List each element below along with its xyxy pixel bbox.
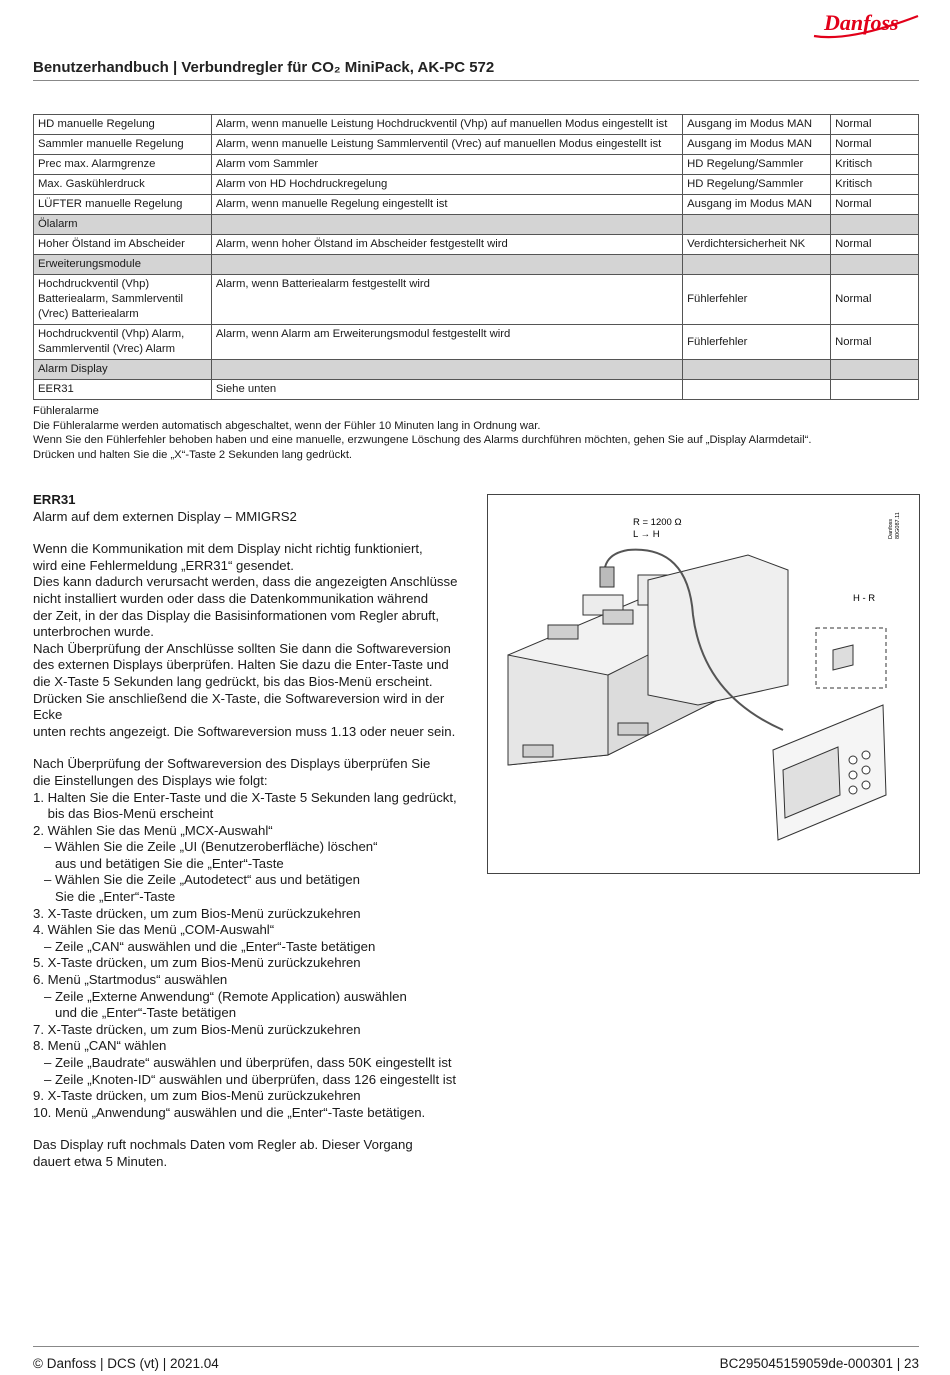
step-item: – Zeile „Baudrate“ auswählen und überprüfen, dass 50K eingestellt ist (33, 1055, 452, 1070)
table-cell: Prec max. Alarmgrenze (34, 155, 212, 175)
table-cell: Alarm, wenn hoher Ölstand im Abscheider festgestellt wird (211, 235, 682, 255)
step-item: 3. X-Taste drücken, um zum Bios-Menü zurückzukehren (33, 905, 361, 921)
wiring-figure (487, 494, 920, 874)
table-cell: Max. Gaskühlerdruck (34, 175, 212, 195)
table-cell: Normal (831, 135, 919, 155)
table-cell: Erweiterungsmodule (34, 255, 212, 275)
table-cell: Alarm, wenn Batteriealarm festgestellt wird (211, 275, 682, 325)
description-line: Drücken Sie anschließend die X-Taste, die Softwareversion wird in der Ecke (33, 690, 445, 723)
description-line: unterbrochen wurde. (33, 624, 154, 640)
step-item: und die „Enter“-Taste betätigen (33, 1005, 237, 1021)
table-cell: Fühlerfehler (683, 325, 831, 360)
err31-subtitle: Alarm auf dem externen Display – MMIGRS2 (33, 508, 297, 524)
table-cell: Ausgang im Modus MAN (683, 115, 831, 135)
table-cell: Hochdruckventil (Vhp) Alarm, Sammlerventil (Vrec) Alarm (34, 325, 212, 360)
step-item: 7. X-Taste drücken, um zum Bios-Menü zurückzukehren (33, 1021, 361, 1037)
table-cell: HD Regelung/Sammler (683, 155, 831, 175)
description-line: nicht installiert wurden oder dass die Datenkommunikation während (33, 590, 429, 606)
alarm-table (33, 114, 919, 400)
step-item: 10. Menü „Anwendung“ auswählen und die „Enter“-Taste betätigen. (33, 1104, 426, 1120)
footer-divider (33, 1346, 919, 1347)
table-cell: Siehe unten (211, 380, 682, 400)
description-line: des externen Displays überprüfen. Halten Sie dazu die Enter-Taste und (33, 657, 449, 673)
step-item: 8. Menü „CAN“ wählen (33, 1038, 167, 1054)
hr-label: H - R (853, 593, 876, 604)
footer-document-id: BC295045159059de-000301 | 23 (719, 1356, 919, 1371)
table-cell: Alarm vom Sammler (211, 155, 682, 175)
header-divider (33, 80, 919, 81)
danfoss-logo (810, 6, 922, 44)
footer-copyright: © Danfoss | DCS (vt) | 2021.04 (33, 1356, 219, 1371)
description-line: der Zeit, in der das Display die Basisinformationen vom Regler abruft, (33, 607, 440, 623)
closing-line: dauert etwa 5 Minuten. (33, 1153, 168, 1169)
table-cell: HD Regelung/Sammler (683, 175, 831, 195)
table-cell (831, 215, 919, 235)
closing-line: Das Display ruft nochmals Daten vom Regler ab. Dieser Vorgang (33, 1137, 413, 1153)
table-cell: Fühlerfehler (683, 275, 831, 325)
table-cell: EER31 (34, 380, 212, 400)
step-item: 9. X-Taste drücken, um zum Bios-Menü zurückzukehren (33, 1088, 361, 1104)
table-cell (831, 255, 919, 275)
table-cell: LÜFTER manuelle Regelung (34, 195, 212, 215)
table-cell: Ölalarm (34, 215, 212, 235)
table-cell: Ausgang im Modus MAN (683, 135, 831, 155)
err31-steps (33, 790, 473, 1122)
description-line: wird eine Fehlermeldung „ERR31“ gesendet. (33, 557, 294, 573)
instruction-line: Nach Überprüfung der Softwareversion des Displays überprüfen Sie (33, 756, 431, 772)
figure-side-note: Danfoss (888, 518, 894, 539)
controller-display-illustration (488, 495, 919, 873)
table-cell: HD manuelle Regelung (34, 115, 212, 135)
notes-heading: Fühleralarme (33, 405, 99, 417)
table-cell: Ausgang im Modus MAN (683, 195, 831, 215)
step-item: – Zeile „Knoten-ID“ auswählen und überprüfen, dass 126 eingestellt ist (33, 1071, 456, 1087)
table-cell (211, 215, 682, 235)
table-cell: Kritisch (831, 175, 919, 195)
table-cell (683, 360, 831, 380)
table-cell (211, 255, 682, 275)
table-cell (211, 360, 682, 380)
table-cell: Alarm, wenn manuelle Leistung Hochdruckventil (Vhp) auf manuellen Modus eingestellt ist (211, 115, 682, 135)
step-item: 6. Menü „Startmodus“ auswählen (33, 972, 228, 988)
step-item: – Wählen Sie die Zeile „Autodetect“ aus und betätigen (33, 872, 360, 888)
table-row (34, 175, 919, 195)
err31-instructions-intro (33, 756, 473, 789)
err31-closing (33, 1137, 473, 1170)
step-item: aus und betätigen Sie die „Enter“-Taste (33, 855, 284, 871)
err31-title: ERR31 (33, 492, 76, 507)
step-item: – Wählen Sie die Zeile „UI (Benutzeroberfläche) löschen“ (33, 839, 378, 855)
document-title: Benutzerhandbuch | Verbundregler für CO₂ MiniPack, AK-PC 572 (33, 59, 495, 76)
table-cell: Normal (831, 275, 919, 325)
err31-description (33, 541, 473, 740)
table-cell: Normal (831, 115, 919, 135)
table-cell: Alarm, wenn manuelle Leistung Sammlerventil (Vrec) auf manuellen Modus eingestellt ist (211, 135, 682, 155)
step-item: bis das Bios-Menü erscheint (33, 806, 214, 822)
table-cell: Normal (831, 235, 919, 255)
notes-line: Die Fühleralarme werden automatisch abgeschaltet, wenn der Fühler 10 Minuten lang in Ordnung war. (33, 419, 541, 432)
table-cell (683, 255, 831, 275)
table-row (34, 325, 919, 360)
table-cell: Kritisch (831, 155, 919, 175)
step-item: 5. X-Taste drücken, um zum Bios-Menü zurückzukehren (33, 955, 361, 971)
description-line: die X-Taste 5 Sekunden lang gedrückt, bis das Bios-Menü erscheint. (33, 673, 433, 689)
table-cell (831, 360, 919, 380)
logo-text: Danfoss (824, 10, 899, 35)
table-group-row (34, 215, 919, 235)
table-row (34, 115, 919, 135)
table-cell: Hochdruckventil (Vhp) Batteriealarm, Sammlerventil (Vrec) Batteriealarm (34, 275, 212, 325)
notes-line: Drücken und halten Sie die „X“-Taste 2 Sekunden lang gedrückt. (33, 448, 353, 461)
instruction-line: die Einstellungen des Displays wie folgt: (33, 772, 268, 788)
table-cell: Hoher Ölstand im Abscheider (34, 235, 212, 255)
step-item: – Zeile „CAN“ auswählen und die „Enter“-Taste betätigen (33, 938, 376, 954)
description-line: Nach Überprüfung der Anschlüsse sollten Sie dann die Softwareversion (33, 640, 451, 656)
resistor-label: R = 1200 Ω (633, 517, 682, 528)
step-item: 1. Halten Sie die Enter-Taste und die X-Taste 5 Sekunden lang gedrückt, (33, 789, 457, 805)
table-row (34, 195, 919, 215)
step-item: 2. Wählen Sie das Menü „MCX-Auswahl“ (33, 822, 273, 838)
step-item: Sie die „Enter“-Taste (33, 889, 176, 905)
table-cell (831, 380, 919, 400)
table-cell (683, 215, 831, 235)
description-line: unten rechts angezeigt. Die Softwareversion muss 1.13 oder neuer sein. (33, 723, 456, 739)
table-cell: Normal (831, 195, 919, 215)
description-line: Dies kann dadurch verursacht werden, dass die angezeigten Anschlüsse (33, 574, 458, 590)
table-cell: Sammler manuelle Regelung (34, 135, 212, 155)
direction-label: L → H (633, 529, 660, 540)
table-group-row (34, 360, 919, 380)
table-cell: Alarm von HD Hochdruckregelung (211, 175, 682, 195)
table-cell: Alarm, wenn manuelle Regelung eingestellt ist (211, 195, 682, 215)
figure-code: 80G087.11 (895, 512, 901, 539)
table-row (34, 235, 919, 255)
table-row (34, 380, 919, 400)
table-group-row (34, 255, 919, 275)
table-row (34, 155, 919, 175)
table-cell: Normal (831, 325, 919, 360)
err31-section (33, 492, 473, 1171)
description-line: Wenn die Kommunikation mit dem Display nicht richtig funktioniert, (33, 541, 423, 557)
table-cell (683, 380, 831, 400)
step-item: 4. Wählen Sie das Menü „COM-Auswahl“ (33, 922, 275, 938)
table-row (34, 275, 919, 325)
table-row (34, 135, 919, 155)
sensor-alarm-notes (33, 404, 913, 462)
notes-line: Wenn Sie den Fühlerfehler behoben haben und eine manuelle, erzwungene Löschung des Alarms durchführen möchten, gehen Sie auf „Display Alarmdetail“. (33, 434, 812, 447)
table-cell: Alarm, wenn Alarm am Erweiterungsmodul festgestellt wird (211, 325, 682, 360)
table-cell: Alarm Display (34, 360, 212, 380)
step-item: – Zeile „Externe Anwendung“ (Remote Application) auswählen (33, 988, 407, 1004)
table-cell: Verdichtersicherheit NK (683, 235, 831, 255)
